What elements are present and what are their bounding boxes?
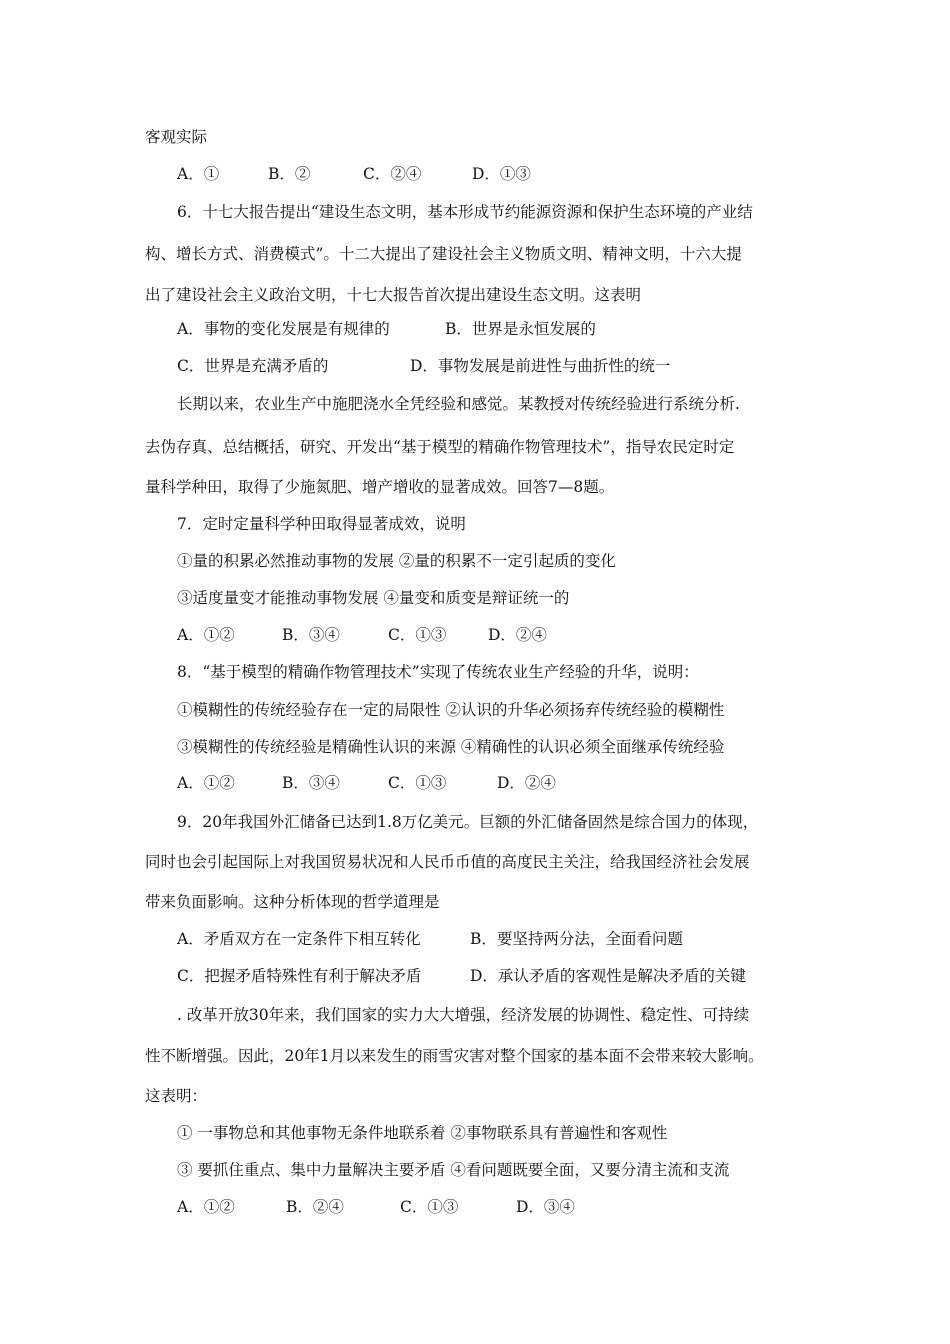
question-6-stem: 6．十七大报告提出“建设生态文明，基本形成节约能源资源和保护生态环境的产业结 — [177, 203, 753, 221]
option-b: B．要坚持两分法，全面看问题 — [470, 930, 683, 948]
text-line: 出了建设社会主义政治文明，十七大报告首次提出建设生态文明。这表明 — [145, 286, 642, 304]
option-d: D．②④ — [497, 774, 556, 792]
statement-line: ① 一事物总和其他事物无条件地联系着 ②事物联系具有普遍性和客观性 — [177, 1124, 668, 1142]
option-b: B．世界是永恒发展的 — [445, 320, 596, 338]
option-d: D．事物发展是前进性与曲折性的统一 — [410, 357, 671, 375]
option-d: D．②④ — [488, 626, 547, 644]
statement-line: ③适度量变才能推动事物发展 ④量变和质变是辩证统一的 — [177, 589, 570, 607]
option-a: A．①② — [177, 774, 235, 792]
statement-line: ①模糊性的传统经验存在一定的局限性 ②认识的升华必须扬弃传统经验的模糊性 — [177, 701, 725, 719]
text-line: 去伪存真、总结概括，研究、开发出“基于模型的精确作物管理技术”，指导农民定时定 — [145, 438, 735, 456]
option-d: D．承认矛盾的客观性是解决矛盾的关键 — [470, 967, 746, 985]
text-line: 带来负面影响。这种分析体现的哲学道理是 — [145, 893, 440, 911]
question-10-stem: . 改革开放30年来，我们国家的实力大大增强，经济发展的协调性、稳定性、可持续 — [177, 1006, 750, 1024]
option-c: C．①③ — [388, 626, 447, 644]
option-a: A．①② — [177, 1198, 235, 1216]
text-line: 性不断增强。因此，20年1月以来发生的雨雪灾害对整个国家的基本面不会带来较大影响。 — [145, 1047, 764, 1065]
option-c: C．①③ — [400, 1198, 459, 1216]
option-b: B．②④ — [286, 1198, 344, 1216]
option-c: C．世界是充满矛盾的 — [177, 357, 329, 375]
question-9-stem: 9．20年我国外汇储备已达到1.8万亿美元。巨额的外汇储备固然是综合国力的体现， — [177, 813, 759, 831]
option-a: A．矛盾双方在一定条件下相互转化 — [177, 930, 421, 948]
text-line: 量科学种田，取得了少施氮肥、增产增收的显著成效。回答7—8题。 — [145, 478, 615, 496]
option-d: D．①③ — [472, 165, 531, 183]
option-a: A．①② — [177, 626, 235, 644]
text-line: 这表明： — [145, 1087, 208, 1105]
question-8-stem: 8．“基于模型的精确作物管理技术”实现了传统农业生产经验的升华，说明： — [177, 663, 699, 681]
option-a: A．① — [177, 165, 220, 183]
option-b: B．② — [268, 165, 311, 183]
text-line: 构、增长方式、消费模式”。十二大提出了建设社会主义物质文明、精神文明，十六大提 — [145, 245, 742, 263]
option-c: C．①③ — [388, 774, 447, 792]
option-b: B．③④ — [282, 626, 340, 644]
option-a: A．事物的变化发展是有规律的 — [177, 320, 390, 338]
option-b: B．③④ — [282, 774, 340, 792]
statement-line: ①量的积累必然推动事物的发展 ②量的积累不一定引起质的变化 — [177, 552, 616, 570]
option-c: C．把握矛盾特殊性有利于解决矛盾 — [177, 967, 422, 985]
material-paragraph: 长期以来，农业生产中施肥浇水全凭经验和感觉。某教授对传统经验进行系统分析. — [177, 395, 740, 413]
statement-line: ③ 要抓住重点、集中力量解决主要矛盾 ④看问题既要全面，又要分清主流和支流 — [177, 1161, 730, 1179]
option-d: D．③④ — [516, 1198, 575, 1216]
statement-line: ③模糊性的传统经验是精确性认识的来源 ④精确性的认识必须全面继承传统经验 — [177, 738, 725, 756]
option-c: C．②④ — [363, 165, 422, 183]
question-7-stem: 7．定时定量科学种田取得显著成效，说明 — [177, 515, 466, 533]
text-line: 客观实际 — [145, 128, 208, 146]
text-line: 同时也会引起国际上对我国贸易状况和人民币币值的高度民主关注，给我国经济社会发展 — [145, 853, 750, 871]
